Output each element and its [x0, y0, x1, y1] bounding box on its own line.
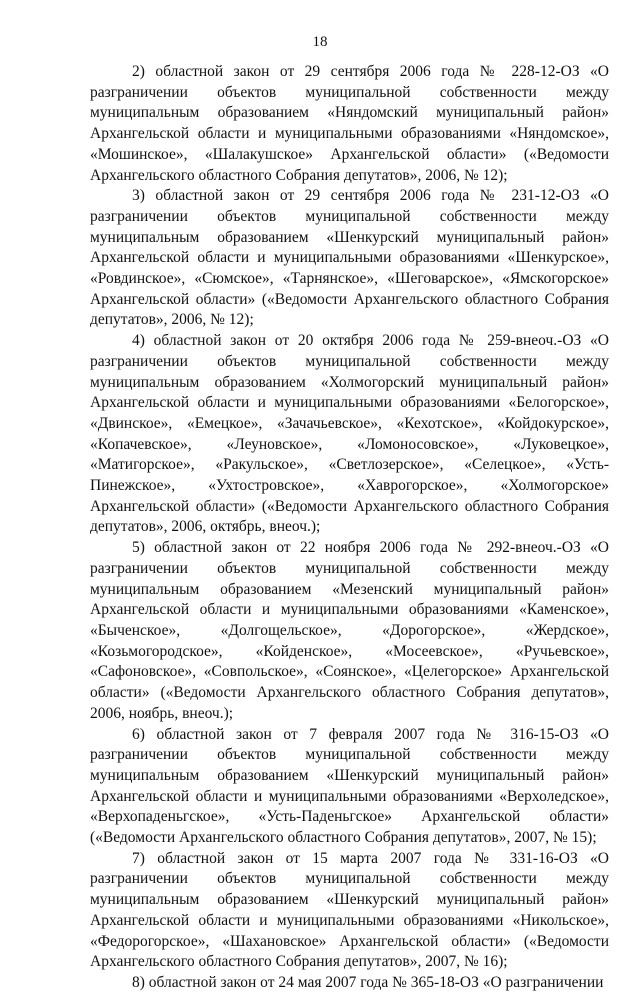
law-item-2: 2) областной закон от 29 сентября 2006 года № 228-12-ОЗ «О разграничении объектов муниципальной собственности между муниципальным образованием «Няндомский муниципальный район» Архангельской области и муниципальными образованиями «Няндомское», «Мошинское», «Шалакушское» Архангельской области» («Ведомости Архангельского областного Собрания депутатов», 2006, № 12);: [90, 63, 609, 184]
law-item-6: 6) областной закон от 7 февраля 2007 года № 316-15-ОЗ «О разграничении объектов муниципальной собственности между муниципальным образованием «Шенкурский муниципальный район» Архангельской области и муниципальными образованиями «Верхоледское», «Верхопаденьгское», «Усть-Паденьгское» Архангельской области» («Ведомости Архангельского областного Собрания депутатов», 2007, № 15);: [90, 725, 609, 847]
law-item-8: 8) областной закон от 24 мая 2007 года № 365-18-ОЗ «О разграничении: [132, 973, 604, 991]
law-item-3: 3) областной закон от 29 сентября 2006 года № 231-12-ОЗ «О разграничении объектов муниципальной собственности между муниципальным образованием «Шенкурский муниципальный район» Архангельской области и муниципальными образованиями «Шенкурское», «Ровдинское», «Сюмское», «Тарнянское», «Шеговарское», «Ямскогорское» Архангельской области» («Ведомости Архангельского областного Собрания депутатов», 2006, № 12);: [90, 187, 609, 329]
law-item-7: 7) областной закон от 15 марта 2007 года № 331-16-ОЗ «О разграничении объектов муниципальной собственности между муниципальным образованием «Шенкурский муниципальный район» Архангельской области и муниципальными образованиями «Никольское», «Федорогорское», «Шахановское» Архангельской области» («Ведомости Архангельского областного Собрания депутатов», 2007, № 16);: [90, 849, 609, 971]
law-item-5: 5) областной закон от 22 ноября 2006 года № 292-внеоч.-ОЗ «О разграничении объектов муниципальной собственности между муниципальным образованием «Мезенский муниципальный район» Архангельской области и муниципальными образованиями «Каменское», «Быченское», «Долгощельское», «Дорогорское», «Жердское», «Козьмогородское», «Койденское», «Мосеевское», «Ручьевское», «Сафоновское», «Совпольское», «Соянское», «Целегорское» Архангельской области» («Ведомости Архангельского областного Собрания депутатов», 2006, ноябрь, внеоч.);: [90, 539, 609, 722]
document-body: [90, 62, 609, 994]
page-number: 18: [312, 34, 328, 50]
law-item-4: 4) областной закон от 20 октября 2006 года № 259-внеоч.-ОЗ «О разграничении объектов муниципальной собственности между муниципальным образованием «Холмогорский муниципальный район» Архангельской области и муниципальными образованиями «Белогорское», «Двинское», «Емецкое», «Зачачьевское», «Кехотское», «Койдокурское», «Копачевское», «Леуновское», «Ломоносовское», «Луковецкое», «Матигорское», «Ракульское», «Светлозерское», «Селецкое», «Усть-Пинежское», «Ухтостровское», «Хаврогорское», «Холмогорское» Архангельской области» («Ведомости Архангельского областного Собрания депутатов», 2006, октябрь, внеоч.);: [90, 332, 609, 536]
